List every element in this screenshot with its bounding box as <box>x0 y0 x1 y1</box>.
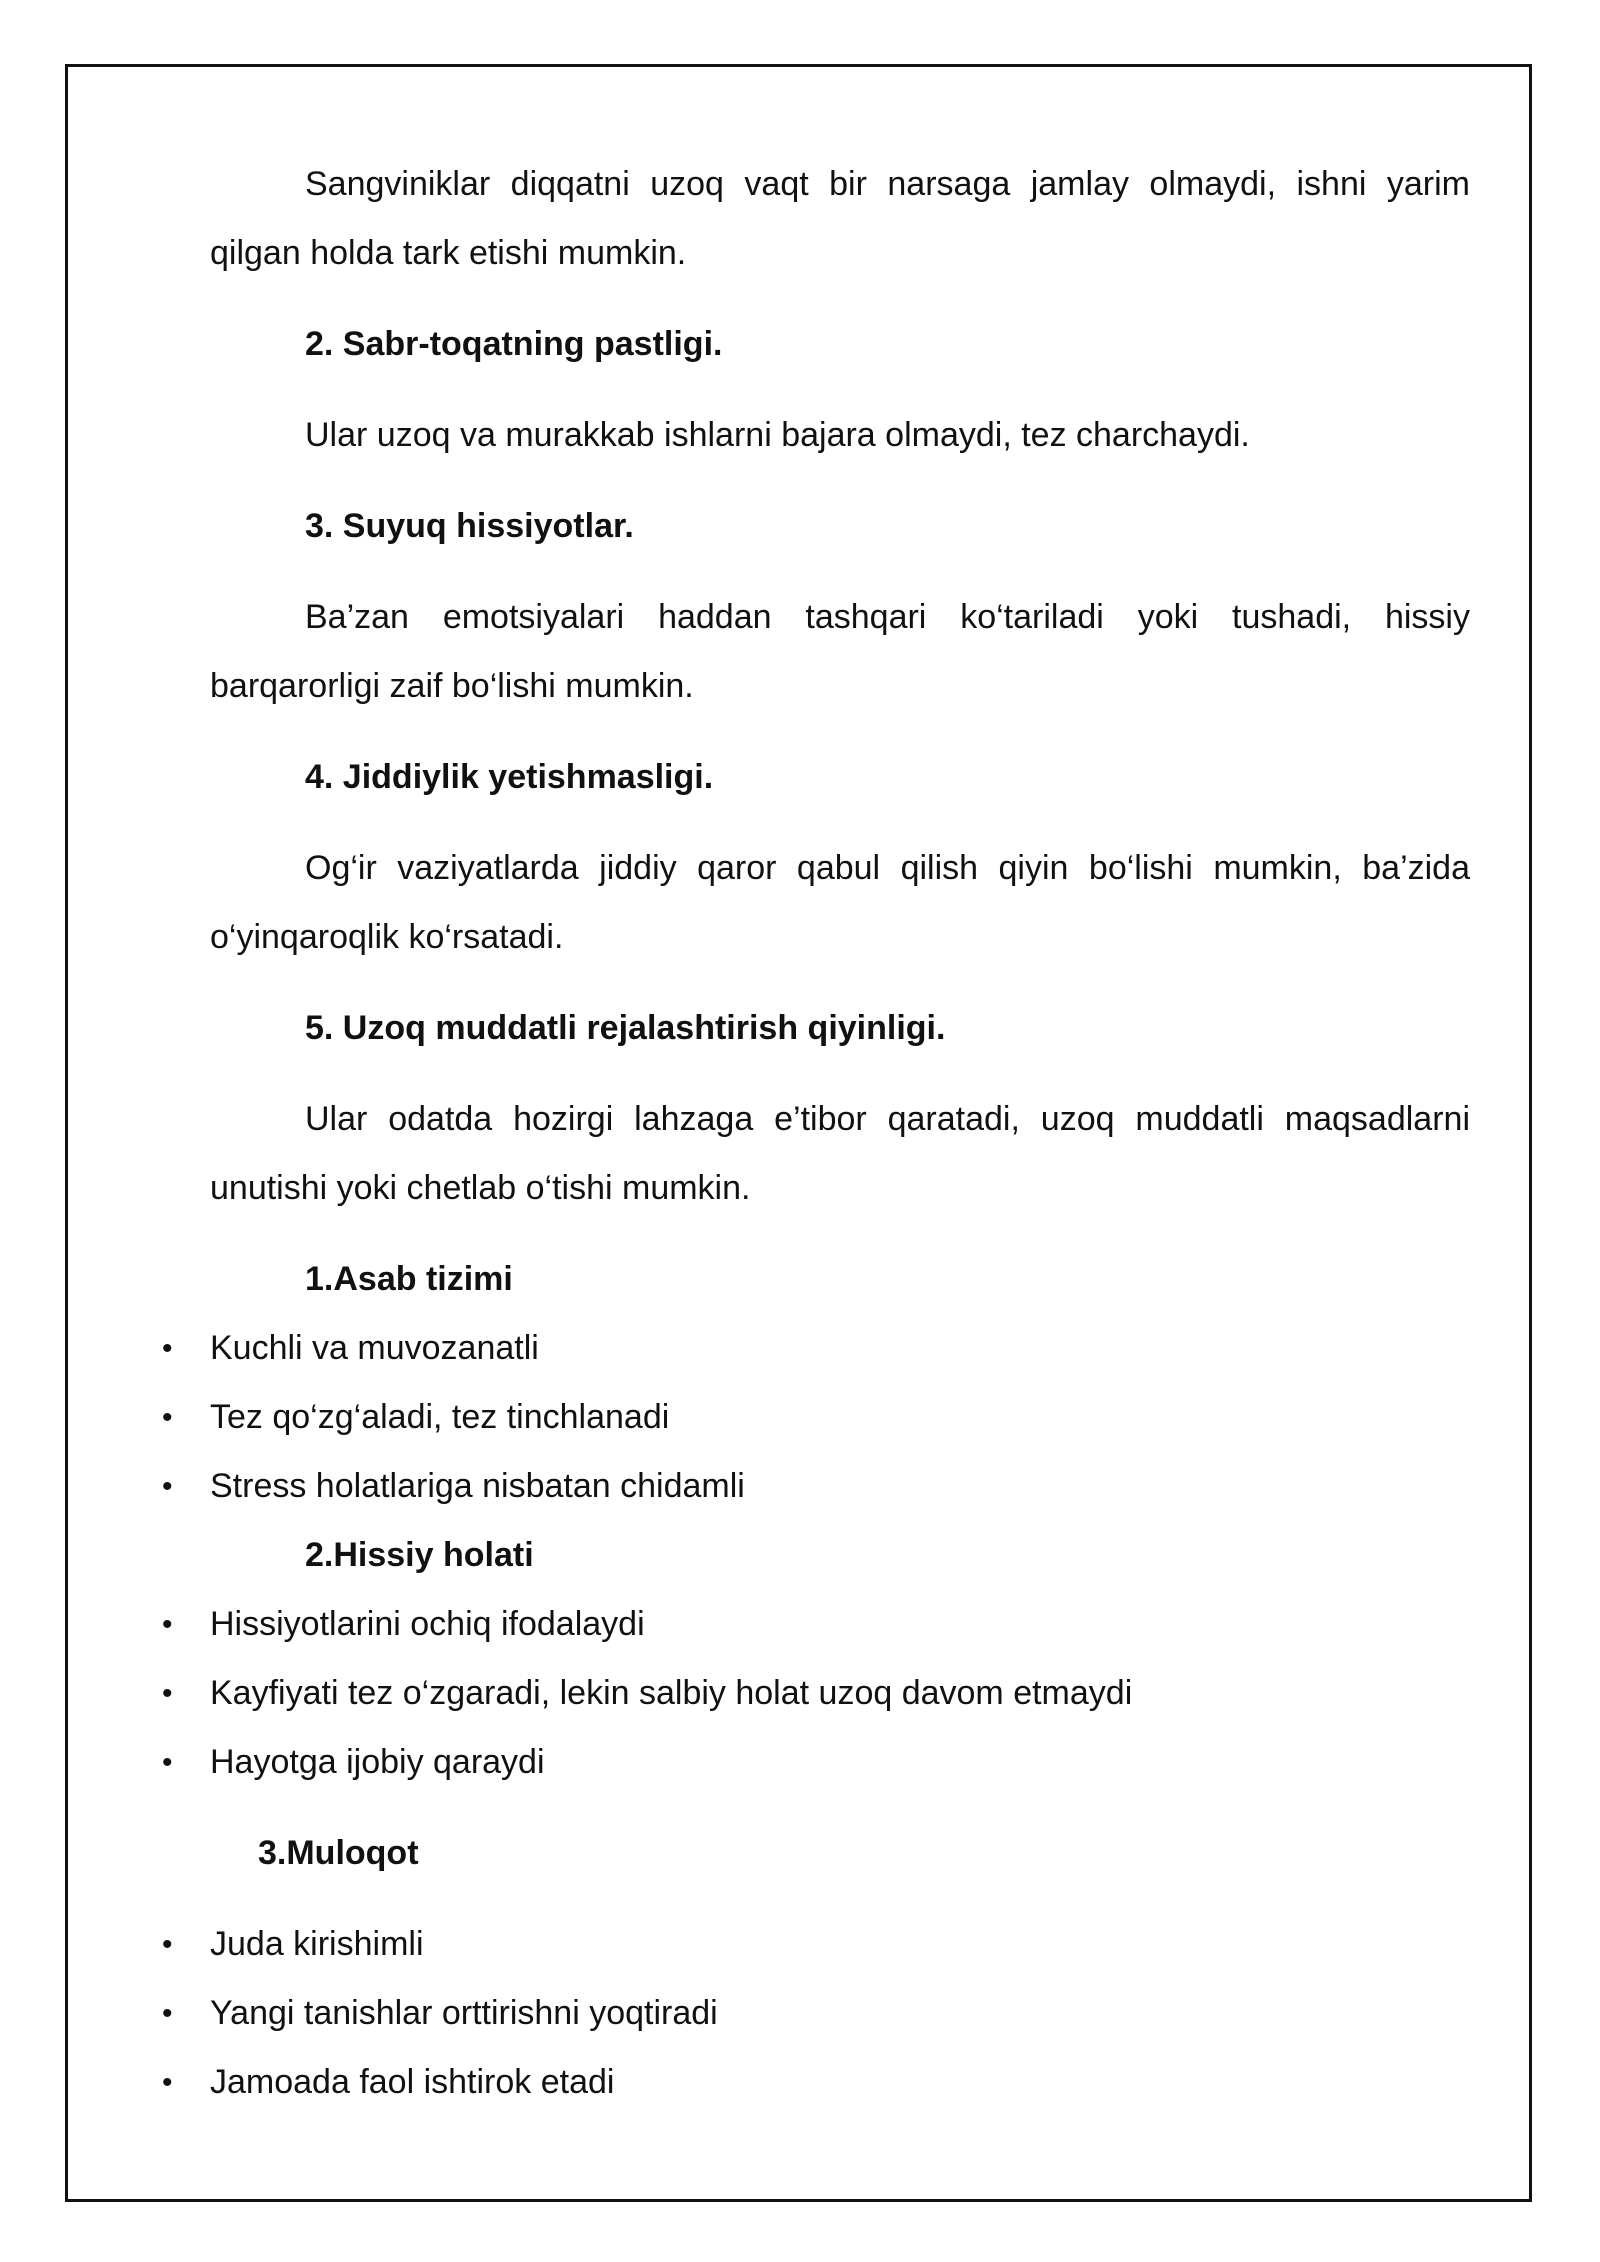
paragraph: Ular uzoq va murakkab ishlarni bajara olmaydi, tez charchaydi. <box>305 416 1250 454</box>
paragraph: Ular odatda hozirgi lahzaga e’tibor qaratadi, uzoq muddatli maqsadlarni unutishi yoki chetlab o‘tishi mumkin. <box>210 1100 1470 1207</box>
list-item <box>162 1728 1470 1797</box>
list-item <box>162 2048 1470 2117</box>
bullet-list-asab-tizimi <box>162 1314 1470 1521</box>
list-item <box>162 1590 1470 1659</box>
list-item-text: Stress holatlariga nisbatan chidamli <box>210 1467 745 1505</box>
list-item-text: Hayotga ijobiy qaraydi <box>210 1743 545 1781</box>
list-item-text: Juda kirishimli <box>210 1925 424 1963</box>
list-item <box>162 1383 1470 1452</box>
list-item <box>162 1979 1470 2048</box>
bullet-icon: • <box>162 1401 173 1434</box>
paragraph: Sangviniklar diqqatni uzoq vaqt bir narsaga jamlay olmaydi, ishni yarim qilgan holda tark etishi mumkin. <box>210 165 1470 272</box>
group-heading-asab-tizimi: 1.Asab tizimi <box>305 1260 513 1298</box>
list-item <box>162 1452 1470 1521</box>
list-item-text: Kayfiyati tez o‘zgaradi, lekin salbiy holat uzoq davom etmaydi <box>210 1674 1133 1712</box>
list-item <box>162 1910 1470 1979</box>
section-heading: 4. Jiddiylik yetishmasligi. <box>305 758 714 796</box>
paragraph: Og‘ir vaziyatlarda jiddiy qaror qabul qilish qiyin bo‘lishi mumkin, ba’zida o‘yinqaroqlik ko‘rsatadi. <box>210 849 1470 956</box>
list-item-text: Hissiyotlarini ochiq ifodalaydi <box>210 1605 645 1643</box>
bullet-list-muloqot <box>162 1910 1470 2117</box>
list-item <box>162 1659 1470 1728</box>
section-heading: 2. Sabr-toqatning pastligi. <box>305 325 723 363</box>
bullet-icon: • <box>162 1746 173 1779</box>
bullet-icon: • <box>162 1997 173 2030</box>
list-item-text: Yangi tanishlar orttirishni yoqtiradi <box>210 1994 718 2032</box>
bullet-icon: • <box>162 2066 173 2099</box>
bullet-icon: • <box>162 1470 173 1503</box>
bullet-icon: • <box>162 1928 173 1961</box>
paragraph: Ba’zan emotsiyalari haddan tashqari ko‘tariladi yoki tushadi, hissiy barqarorligi zaif bo‘lishi mumkin. <box>210 598 1470 705</box>
bullet-icon: • <box>162 1677 173 1710</box>
list-item-text: Kuchli va muvozanatli <box>210 1329 539 1367</box>
list-item-text: Tez qo‘zg‘aladi, tez tinchlanadi <box>210 1398 670 1436</box>
bullet-list-hissiy-holati <box>162 1590 1470 1797</box>
section-heading: 5. Uzoq muddatli rejalashtirish qiyinligi. <box>305 1009 946 1047</box>
list-item <box>162 1314 1470 1383</box>
group-heading-muloqot: 3.Muloqot <box>258 1834 419 1872</box>
bullet-icon: • <box>162 1332 173 1365</box>
group-heading-hissiy-holati: 2.Hissiy holati <box>305 1536 534 1574</box>
list-item-text: Jamoada faol ishtirok etadi <box>210 2063 615 2101</box>
section-heading: 3. Suyuq hissiyotlar. <box>305 507 634 545</box>
bullet-icon: • <box>162 1608 173 1641</box>
document-body <box>162 150 1470 2117</box>
